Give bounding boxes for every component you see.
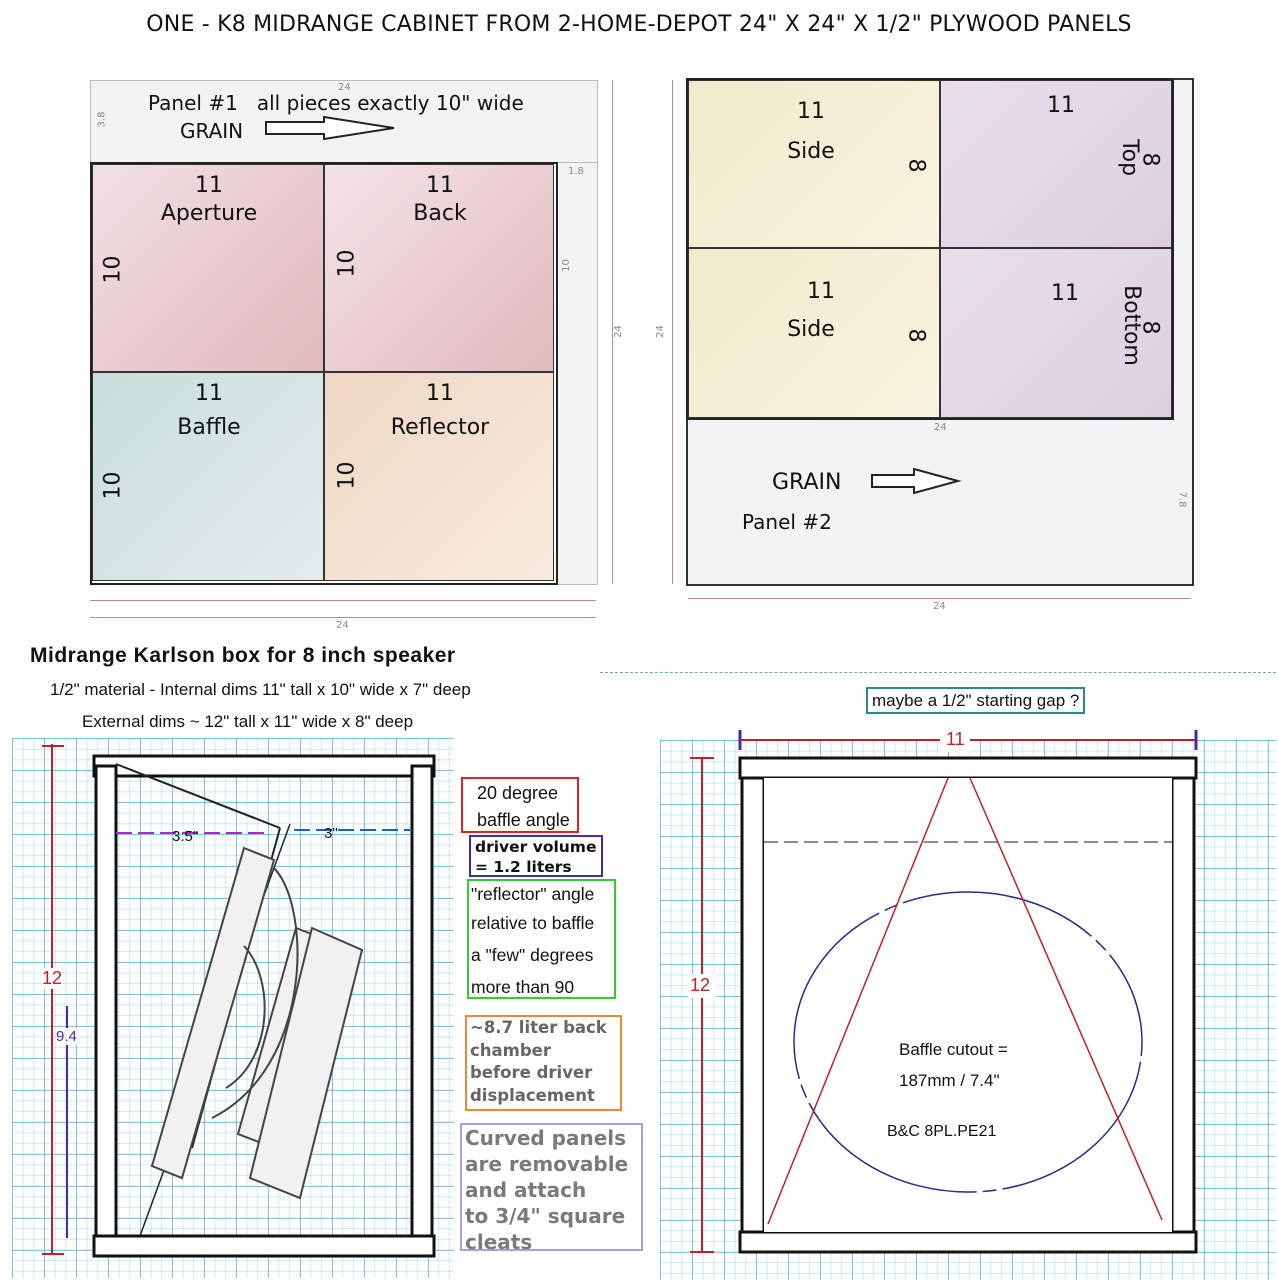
panel-2-dim-left-line [672, 80, 673, 584]
piece-side-1-side: 8 [903, 158, 929, 173]
piece-aperture [92, 164, 324, 372]
front-view-grid-top-ticks [600, 672, 1276, 681]
panel-1-dim-top: 24 [338, 82, 351, 93]
note-back-chamber-line-2: chamber [470, 1040, 551, 1060]
panel-2-dim-left: 24 [654, 325, 666, 338]
piece-back [324, 164, 554, 372]
piece-bottom-name: Bottom [1118, 285, 1144, 366]
piece-back-side: 10 [334, 249, 360, 278]
panel-1-grain-arrow-icon [264, 116, 404, 140]
page-title: ONE - K8 MIDRANGE CABINET FROM 2-HOME-DEPOT 24" X 24" X 1/2" PLYWOOD PANELS [146, 12, 1132, 37]
gap-note: maybe a 1/2" starting gap ? [866, 687, 1085, 714]
note-baffle-angle-line-2: baffle angle [477, 810, 570, 830]
dim-3-5-text: 3.5" [172, 828, 199, 845]
note-back-chamber-line-1: ~8.7 liter back [470, 1018, 607, 1037]
note-back-chamber [465, 1015, 622, 1111]
panel-2-layout [686, 78, 1194, 586]
front-view-drawing [660, 722, 1276, 1282]
panel-2-dim-strip: 7.8 [1176, 491, 1188, 508]
front-view-dim-12: 12 [690, 975, 711, 995]
piece-baffle-name: Baffle [177, 415, 241, 440]
side-view-dim-9-4: 9.4 [56, 1028, 77, 1045]
piece-baffle [92, 372, 324, 581]
note-reflector-angle-line-3: a "few" degrees [471, 945, 594, 965]
piece-side-2 [688, 248, 940, 418]
note-reflector-angle-line-2: relative to baffle [471, 913, 595, 933]
note-back-chamber-line-4: displacement [470, 1085, 595, 1105]
panel-2-pieces [686, 78, 1174, 420]
panel-1-layout [90, 80, 600, 585]
panel-1-dim-bottom-line-2 [90, 617, 596, 618]
piece-aperture-top: 11 [195, 173, 223, 198]
side-view-drawing [12, 738, 462, 1282]
note-driver-volume-line-2: = 1.2 liters [475, 858, 572, 876]
piece-bottom [940, 248, 1172, 418]
panel-2-label: Panel #2 [742, 510, 832, 534]
note-curved-panels-line-3: and attach [465, 1178, 587, 1202]
note-curved-panels-line-5: cleats [465, 1230, 533, 1254]
piece-top-top: 11 [1047, 93, 1075, 118]
piece-side-2-top: 11 [807, 279, 835, 304]
piece-side-1-name: Side [787, 139, 835, 164]
panel-1-dim-side-mid: 10 [560, 259, 572, 272]
driver-sketch-icon [152, 848, 362, 1198]
panel-2-dim-bottom-line [688, 598, 1191, 599]
note-back-chamber-line-3: before driver [470, 1063, 593, 1082]
note-curved-panels-line-2: are removable [465, 1152, 629, 1176]
piece-top-side: 8 [1137, 152, 1163, 167]
piece-bottom-side: 8 [1137, 320, 1163, 335]
side-view-heading: Midrange Karlson box for 8 inch speaker [30, 644, 456, 667]
baffle-cutout-label: Baffle cutout = [899, 1040, 1008, 1059]
baffle-cutout-size: 187mm / 7.4" [899, 1071, 1000, 1090]
side-view-line2: External dims ~ 12" tall x 11" wide x 8" deep [82, 712, 414, 731]
note-driver-volume-line-1: driver volume [475, 838, 597, 856]
panel-1-dim-side-small: 1.8 [568, 166, 584, 177]
dim-3-text: 3" [324, 825, 338, 842]
piece-side-1-top: 11 [797, 99, 825, 124]
panel-1-pieces [90, 162, 558, 585]
side-view-dim-12: 12 [42, 968, 63, 988]
piece-side-2-side: 8 [903, 328, 929, 343]
panel-1-header: Panel #1 all pieces exactly 10" wide [148, 91, 524, 115]
note-reflector-angle-line-1: "reflector" angle [471, 884, 595, 904]
note-curved-panels-line-4: to 3/4" square [465, 1204, 626, 1228]
piece-reflector [324, 372, 554, 581]
piece-bottom-top: 11 [1051, 281, 1079, 306]
panel-1-dim-bottom: 24 [336, 620, 349, 631]
piece-side-1 [688, 80, 940, 248]
piece-reflector-side: 10 [334, 461, 360, 490]
panel-1-dim-right: 24 [612, 325, 624, 338]
driver-model: B&C 8PL.PE21 [887, 1123, 997, 1140]
piece-side-2-name: Side [787, 317, 835, 342]
piece-aperture-side: 10 [100, 255, 126, 284]
note-baffle-angle [461, 777, 579, 833]
piece-baffle-top: 11 [195, 381, 223, 406]
panel-1-dim-bottom-line-1 [90, 600, 596, 601]
panel-1-dim-strip: 3.8 [96, 111, 108, 128]
side-view-line1: 1/2" material - Internal dims 11" tall x 10" wide x 7" deep [50, 680, 471, 699]
piece-back-name: Back [413, 201, 467, 226]
note-reflector-angle-line-4: more than 90 [471, 977, 575, 997]
piece-aperture-name: Aperture [160, 201, 258, 226]
note-baffle-angle-line-1: 20 degree [477, 783, 559, 803]
note-reflector-angle [467, 879, 616, 999]
front-view-dim-11: 11 [946, 729, 965, 749]
note-curved-panels-line-1: Curved panels [465, 1126, 627, 1150]
panel-2-dim-bottom: 24 [933, 601, 946, 612]
note-driver-volume [469, 835, 603, 877]
panel-2-grain-label: GRAIN [772, 470, 842, 495]
piece-back-top: 11 [426, 173, 454, 198]
panel-2-dim-mid: 24 [934, 422, 947, 433]
note-curved-panels [460, 1123, 643, 1254]
piece-baffle-side: 10 [100, 471, 126, 500]
panel-1-offcut-right [556, 162, 598, 585]
piece-reflector-top: 11 [426, 381, 454, 406]
piece-reflector-name: Reflector [390, 415, 490, 440]
panel-2-grain-arrow-icon [870, 468, 966, 494]
piece-top [940, 80, 1172, 248]
piece-top-name: Top [1117, 138, 1143, 177]
panel-1-grain-label: GRAIN [180, 119, 244, 143]
